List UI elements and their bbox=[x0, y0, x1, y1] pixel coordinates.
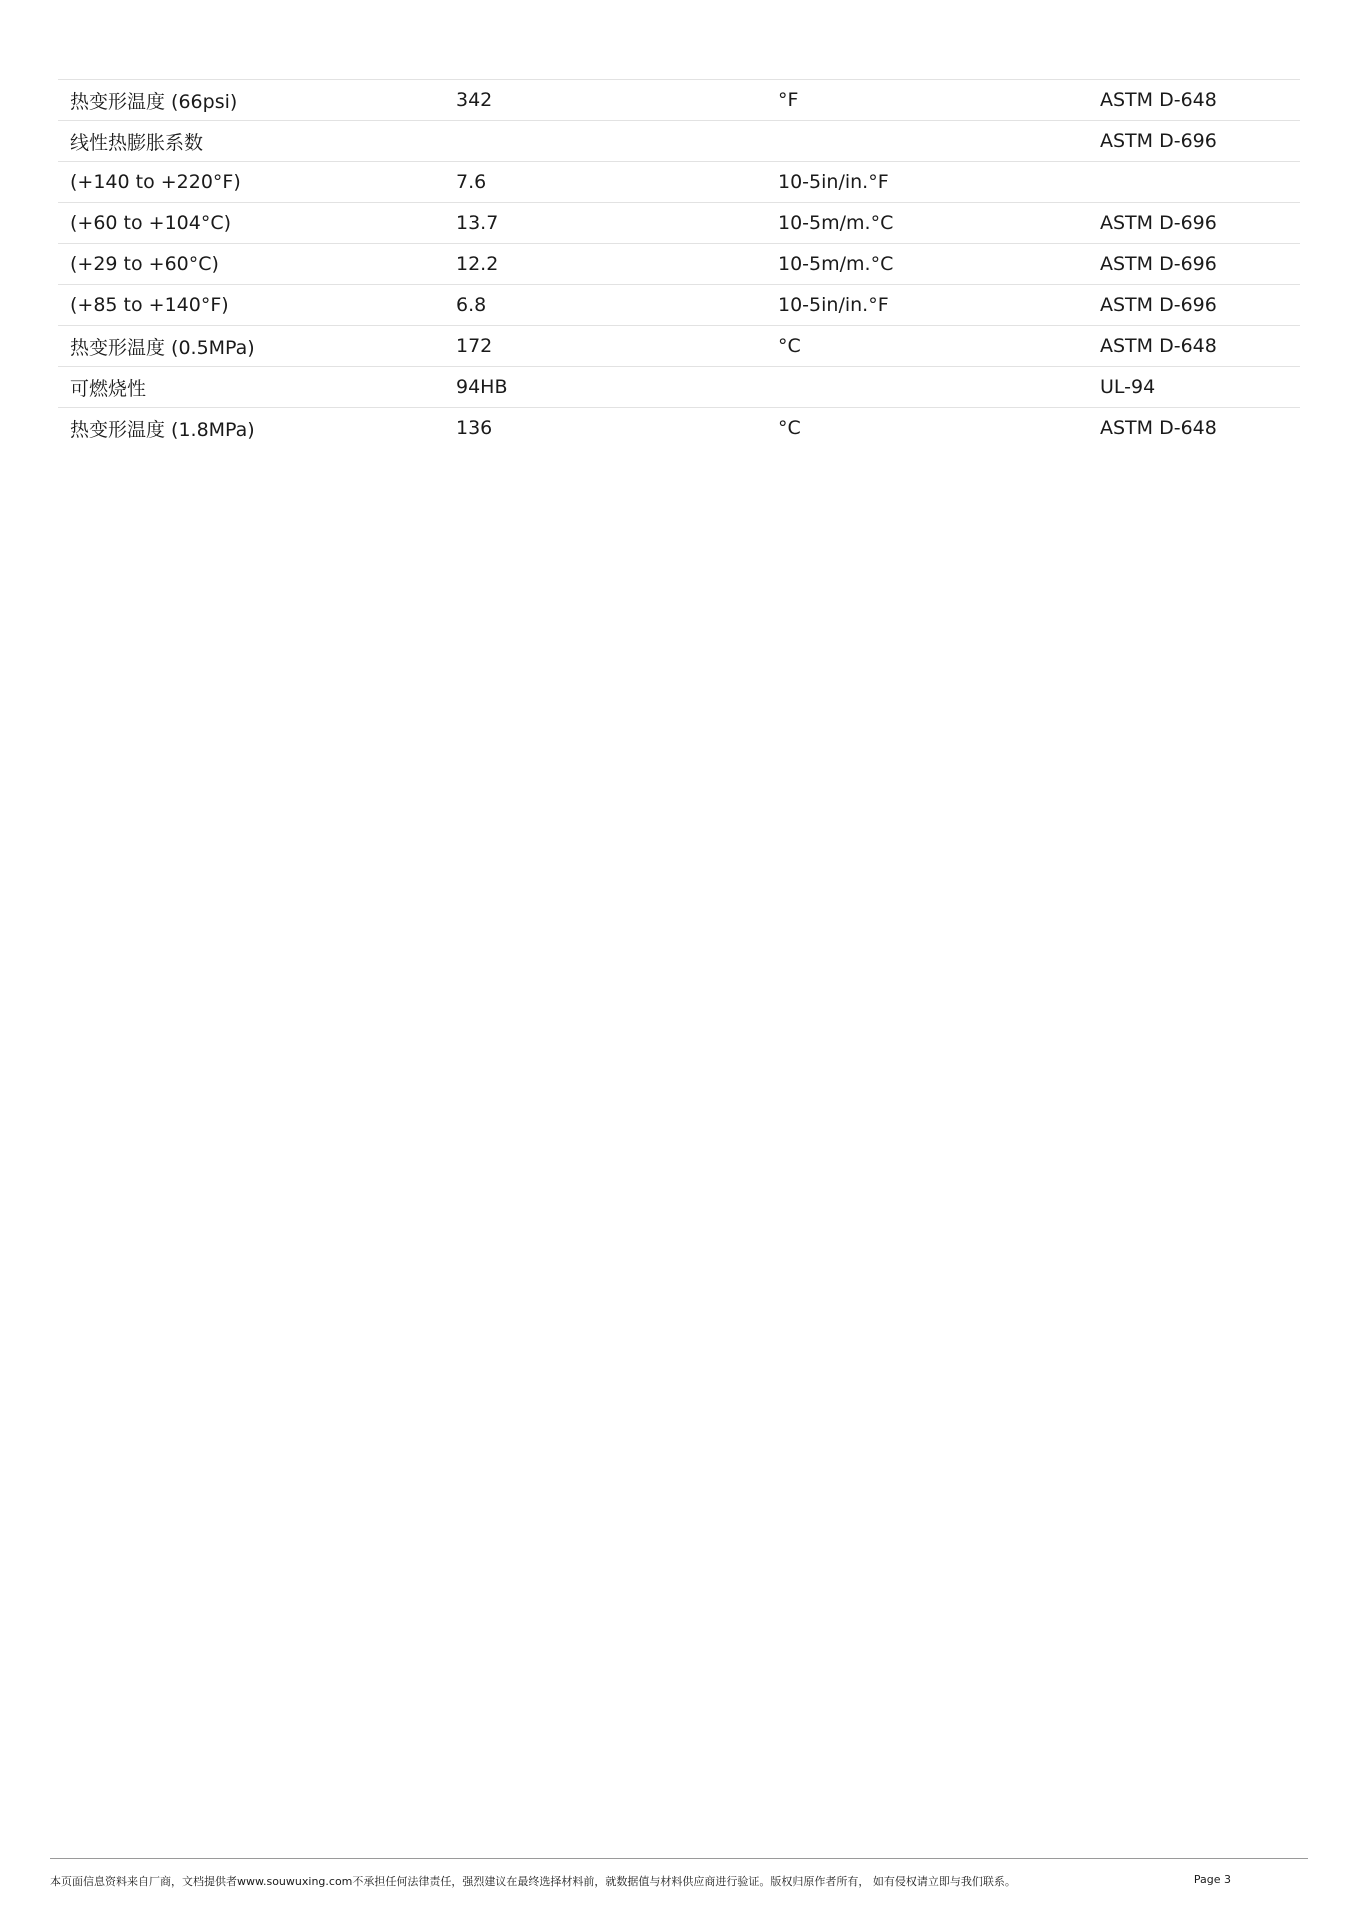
unit-cell: °C bbox=[778, 335, 801, 357]
property-cell: (+29 to +60°C) bbox=[70, 253, 219, 275]
value-cell: 7.6 bbox=[456, 171, 487, 193]
value-cell: 12.2 bbox=[456, 253, 499, 275]
footer-disclaimer: 本页面信息资料来自厂商，文档提供者www.souwuxing.com不承担任何法律责任，强烈建议在最终选择材料前，就数据值与材料供应商进行验证。版权归原作者所有， 如有侵权请立即与我们联系。 bbox=[50, 1875, 1016, 1888]
table-row bbox=[58, 326, 1300, 367]
table-row bbox=[58, 162, 1300, 203]
table-row bbox=[58, 203, 1300, 244]
value-cell: 94HB bbox=[456, 376, 508, 398]
property-cell: (+85 to +140°F) bbox=[70, 294, 229, 316]
table-row bbox=[58, 244, 1300, 285]
table-row bbox=[58, 367, 1300, 408]
property-cell: 热变形温度 (1.8MPa) bbox=[70, 418, 255, 441]
page-number: Page 3 bbox=[1193, 1873, 1231, 1886]
standard-cell bbox=[1088, 162, 1300, 203]
standard-cell: ASTM D-648 bbox=[1100, 417, 1217, 440]
table-row bbox=[58, 80, 1300, 121]
property-cell: 热变形温度 (66psi) bbox=[70, 90, 238, 113]
standard-cell: ASTM D-648 bbox=[1100, 335, 1217, 357]
unit-cell: 10-5m/m.°C bbox=[778, 212, 894, 234]
value-cell: 136 bbox=[456, 417, 493, 440]
property-cell: (+60 to +104°C) bbox=[70, 212, 232, 234]
unit-cell: °F bbox=[778, 89, 799, 111]
table-row bbox=[58, 285, 1300, 326]
standard-cell: ASTM D-696 bbox=[1100, 253, 1217, 275]
value-cell: 342 bbox=[456, 89, 493, 111]
property-cell: 线性热膨胀系数 bbox=[70, 131, 204, 154]
value-cell: 172 bbox=[456, 335, 493, 357]
value-cell: 6.8 bbox=[456, 294, 487, 316]
unit-cell: 10-5m/m.°C bbox=[778, 253, 894, 275]
standard-cell: ASTM D-648 bbox=[1100, 89, 1217, 111]
value-cell bbox=[444, 121, 766, 162]
standard-cell: UL-94 bbox=[1100, 376, 1156, 398]
standard-cell: ASTM D-696 bbox=[1100, 130, 1217, 152]
unit-cell: 10-5in/in.°F bbox=[778, 294, 889, 316]
table-row bbox=[58, 121, 1300, 162]
property-cell: (+140 to +220°F) bbox=[70, 171, 241, 193]
unit-cell: 10-5in/in.°F bbox=[778, 171, 889, 193]
value-cell: 13.7 bbox=[456, 212, 499, 234]
standard-cell: ASTM D-696 bbox=[1100, 294, 1217, 316]
unit-cell bbox=[766, 121, 1088, 162]
property-cell: 热变形温度 (0.5MPa) bbox=[70, 336, 255, 359]
table-row bbox=[58, 408, 1300, 449]
footer-divider bbox=[50, 1858, 1308, 1859]
standard-cell: ASTM D-696 bbox=[1100, 212, 1217, 234]
properties-table bbox=[58, 79, 1300, 449]
property-cell: 可燃烧性 bbox=[70, 377, 147, 400]
unit-cell: °C bbox=[778, 417, 801, 440]
unit-cell bbox=[766, 367, 1088, 408]
